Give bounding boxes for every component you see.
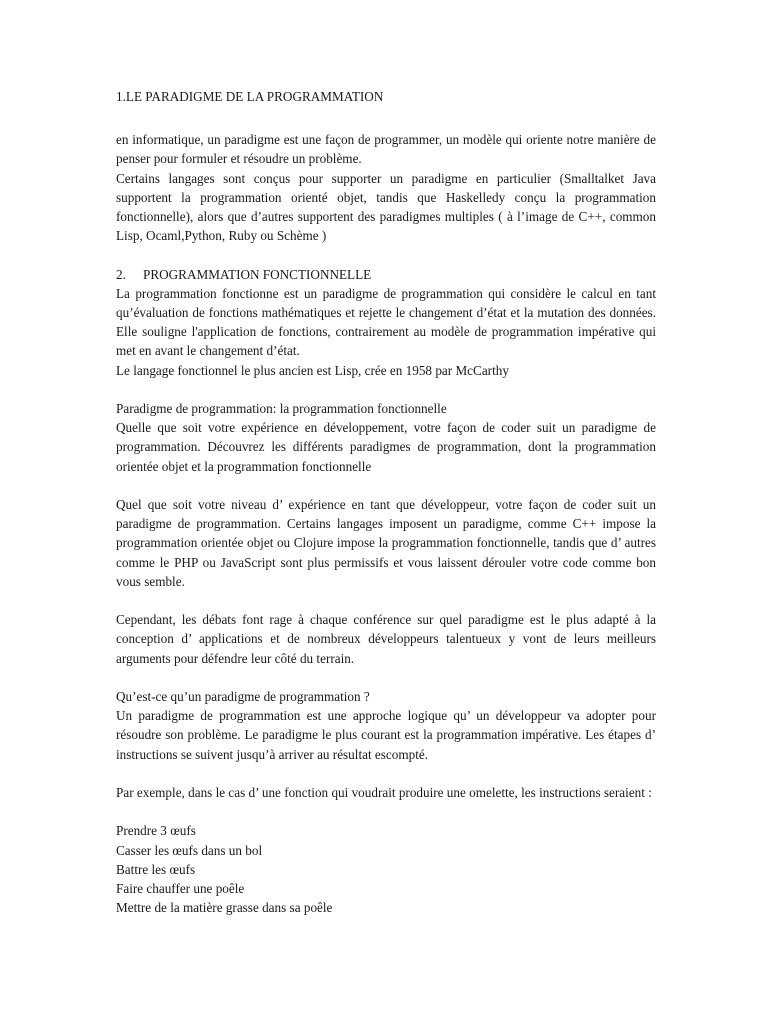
intro-paragraph-2: Certains langages sont conçus pour supporter un paradigme en particulier (Smalltalket Java supportent la programmation orienté objet, tandis que Haskelledy conçu la programmation fonctionnelle), alors que d’autres supportent des paradigmes multiples ( à l’image de C++, common Lisp, Ocaml,Python, Ruby ou Schème ): [116, 170, 656, 244]
document-title: 1.LE PARADIGME DE LA PROGRAMMATION: [116, 89, 384, 104]
block-5-text: Cependant, les débats font rage à chaque conférence sur quel paradigme est le plus adapté à la conception d’ applications et de nombreux développeurs talentueux y vont de leurs meilleurs arguments pour défendre leur côté du terrain.: [116, 612, 656, 666]
list-item: Mettre de la matière grasse dans sa poêle: [116, 900, 333, 916]
block-7-text: Par exemple, dans le cas d’ une fonction qui voudrait produire une omelette, les instructions seraient :: [116, 785, 652, 801]
section-2-heading: [116, 265, 656, 284]
list-item: Casser les œufs dans un bol: [116, 842, 263, 858]
spacer: [116, 245, 656, 264]
spacer: [116, 764, 656, 783]
spacer: [116, 380, 656, 399]
section-2-title: PROGRAMMATION FONCTIONNELLE: [143, 266, 372, 282]
list-item: Faire chauffer une poêle: [116, 881, 245, 897]
section-2-number: 2.: [116, 266, 126, 282]
omelette-steps-list: [116, 821, 656, 917]
list-item: Prendre 3 œufs: [116, 823, 196, 839]
spacer: [116, 668, 656, 687]
block-3-text: Quelle que soit votre expérience en développement, votre façon de coder suit un paradigme de programmation. Découvrez les différents paradigmes de programmation, dont la programmation orientée objet et la programmation fonctionnelle: [116, 420, 656, 474]
block-3-subtitle: Paradigme de programmation: la programmation fonctionnelle: [116, 401, 447, 417]
spacer: [116, 591, 656, 610]
block-6-text: Un paradigme de programmation est une approche logique qu’ un développeur va adopter pour résoudre son problème. Le paradigme le plus courant est la programmation impérative. Les étapes d’ instructions se suivent jusqu’à arriver au résultat escompté.: [116, 708, 656, 762]
intro-paragraph-1: en informatique, un paradigme est une façon de programmer, un modèle qui oriente notre manière de penser pour formuler et résoudre un problème.: [116, 132, 656, 167]
section-2-paragraph-1: La programmation fonctionne est un paradigme de programmation qui considère le calcul en tant qu’évaluation de fonctions mathématiques et rejette le changement d’état et la mutation des données. Elle souligne l'application de fonctions, contrairement au modèle de programmation impérative qui met en avant le changement d’état.: [116, 285, 656, 359]
block-6-question: Qu’est-ce qu’un paradigme de programmation ?: [116, 689, 370, 705]
spacer: [116, 476, 656, 495]
document-page: [116, 87, 656, 917]
block-4-text: Quel que soit votre niveau d’ expérience en tant que développeur, votre façon de coder suit un paradigme de programmation. Certains langages imposent un paradigme, comme C++ impose la programmation orientée objet ou Clojure impose la programmation fonctionnelle, tandis que d’ autres comme le PHP ou JavaScript sont plus permissifs et vous laissent dérouler votre code comme bon vous semble.: [116, 497, 656, 589]
spacer: [116, 802, 656, 821]
section-2-paragraph-2: Le langage fonctionnel le plus ancien est Lisp, crée en 1958 par McCarthy: [116, 362, 509, 378]
list-item: Battre les œufs: [116, 861, 196, 877]
